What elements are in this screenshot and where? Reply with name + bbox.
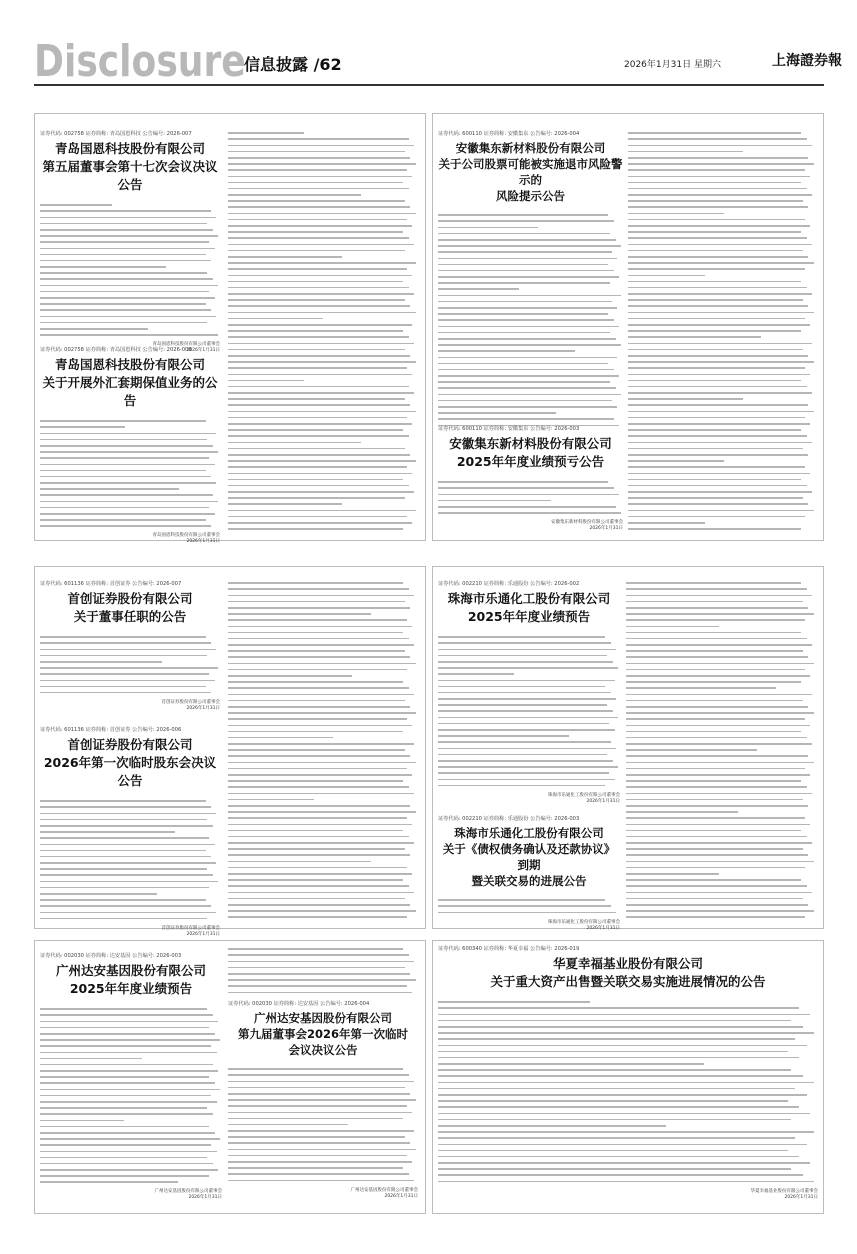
notice-jidong-risk (438, 130, 623, 420)
notice-title (40, 356, 220, 410)
notice-title-line: 关于《债权债务确认及还款协议》到期 (442, 842, 616, 872)
body-text-lines (438, 634, 620, 789)
body-text-lines (40, 798, 220, 922)
masthead (0, 0, 857, 88)
notice-title-line: 2026年第一次临时股东会决议公告 (43, 755, 217, 788)
notice-code-line: 证券代码: 002210 证券简称: 乐通股份 公告编号: 2026-003 (438, 816, 580, 822)
notice-title-line: 华夏幸福基业股份有限公司 (552, 956, 703, 971)
notice-title-line: 广州达安基因股份有限公司 (254, 1011, 392, 1025)
notice-title-line: 第五届董事会第十七次会议决议公告 (42, 159, 218, 192)
body-text-lines (438, 897, 620, 916)
notice-title (40, 590, 220, 626)
notice-jidong-loss (438, 425, 623, 535)
body-text-lines (228, 1066, 418, 1184)
notice-title-line: 关于公司股票可能被实施退市风险警示的 (438, 157, 623, 187)
notice-footer: 首创证券股份有限公司董事会 2026年1月31日 (161, 699, 220, 711)
notice-footer: 安徽集东新材料股份有限公司董事会 2026年1月31日 (551, 520, 623, 532)
notice-title-line: 青岛国恩科技股份有限公司 (54, 357, 205, 372)
notice-footer: 青岛国恩科技股份有限公司董事会 2026年1月31日 (152, 533, 220, 545)
notice-footer: 首创证券股份有限公司董事会 2026年1月31日 (161, 925, 220, 937)
body-text-lines (438, 212, 623, 429)
notice-title-line: 第九届董事会2026年第一次临时 (237, 1027, 408, 1041)
notice-code-line: 证券代码: 002030 证券简称: 达安基因 公告编号: 2026-004 (228, 1001, 370, 1007)
body-text-lines (228, 130, 418, 532)
notice-title (228, 1010, 418, 1058)
notice-code-line: 证券代码: 002758 证券简称: 青岛国恩科技 公告编号: 2026-008 (40, 347, 192, 353)
notice-title (438, 825, 620, 889)
notice-letong-forecast (438, 580, 620, 810)
notice-title (438, 590, 620, 626)
notice-title-line: 青岛国恩科技股份有限公司 (54, 141, 205, 156)
body-text-lines (626, 580, 816, 920)
notice-code-line: 证券代码: 600340 证券简称: 华夏幸福 公告编号: 2026-019 (438, 946, 580, 952)
notice-title-line: 珠海市乐通化工股份有限公司 (454, 826, 604, 840)
notice-title-line: 关于开展外汇套期保值业务的公告 (42, 375, 218, 408)
notice-footer: 青岛国恩科技股份有限公司董事会 2026年1月31日 (152, 342, 220, 354)
notice-title-line: 关于董事任职的公告 (73, 609, 187, 624)
notice-title-line: 2025年年度业绩预亏公告 (456, 454, 605, 469)
notice-footer: 华夏幸福基业股份有限公司董事会 2026年1月31日 (750, 1188, 818, 1200)
daan-body-column (228, 946, 418, 996)
notice-guoen-hedging (40, 346, 220, 545)
body-text-lines (40, 418, 220, 529)
notice-title-line: 关于重大资产出售暨关联交易实施进展情况的公告 (490, 974, 766, 989)
body-text-lines (228, 580, 418, 920)
notice-code-line: 证券代码: 002210 证券简称: 乐通股份 公告编号: 2026-002 (438, 581, 580, 587)
notice-code-line: 证券代码: 002758 证券简称: 青岛国恩科技 公告编号: 2026-007 (40, 131, 192, 137)
letong-body-column (626, 580, 816, 922)
shouchuang-body-column (228, 580, 418, 922)
notice-huaxia-asset-sale (438, 945, 818, 1208)
body-text-lines (438, 479, 623, 516)
notice-title (40, 140, 220, 194)
notice-footer: 广州达安基因股份有限公司董事会 2026年1月31日 (350, 1187, 418, 1199)
notice-footer: 广州达安基因股份有限公司董事会 2026年1月31日 (154, 1189, 222, 1201)
notice-title (40, 736, 220, 790)
body-text-lines (228, 946, 418, 996)
notice-footer: 珠海市乐通化工股份有限公司董事会 2026年1月31日 (548, 919, 620, 931)
body-text-lines (40, 634, 220, 696)
notice-title-line: 安徽集东新材料股份有限公司 (449, 436, 612, 451)
notice-daan-forecast (40, 952, 222, 1208)
body-text-lines (628, 130, 816, 532)
issue-date: 2026年1月31日 星期六 (624, 60, 721, 70)
notice-title-line: 安徽集东新材料股份有限公司 (455, 141, 606, 155)
notice-code-line: 证券代码: 600110 证券简称: 安徽集东 公告编号: 2026-003 (438, 426, 580, 432)
notice-title-line: 风险提示公告 (496, 189, 565, 203)
notice-daan-board (228, 1000, 418, 1208)
section-title: 信息披露 /62 (244, 55, 342, 74)
body-text-lines (438, 999, 818, 1185)
newspaper-logo: 上海證券報 (772, 53, 842, 69)
notice-title (438, 955, 818, 991)
body-text-lines (40, 202, 220, 338)
guoen-body-column (228, 130, 418, 534)
notice-title-line: 首创证券股份有限公司 (67, 737, 193, 752)
notice-letong-debt (438, 815, 620, 931)
notice-title (40, 962, 222, 998)
notice-title-line: 2025年年度业绩预告 (69, 981, 193, 996)
notice-title-line: 广州达安基因股份有限公司 (55, 963, 206, 978)
notice-code-line: 证券代码: 601136 证券简称: 首创证券 公告编号: 2026-007 (40, 581, 182, 587)
notice-shouchuang-director (40, 580, 220, 720)
notice-code-line: 证券代码: 601136 证券简称: 首创证券 公告编号: 2026-006 (40, 727, 182, 733)
notice-title (438, 435, 623, 471)
notice-title-line: 2025年年度业绩预告 (467, 609, 591, 624)
notice-code-line: 证券代码: 002030 证券简称: 达安基因 公告编号: 2026-003 (40, 953, 182, 959)
body-text-lines (40, 1006, 222, 1185)
masthead-rule (34, 84, 824, 86)
notice-title-line: 暨关联交易的进展公告 (471, 874, 587, 888)
notice-code-line: 证券代码: 600110 证券简称: 安徽集东 公告编号: 2026-004 (438, 131, 580, 137)
jidong-body-column (628, 130, 816, 534)
notice-shouchuang-meeting (40, 726, 220, 937)
notice-title-line: 珠海市乐通化工股份有限公司 (447, 591, 611, 606)
notice-title (438, 140, 623, 204)
notice-footer: 珠海市乐通化工股份有限公司董事会 2026年1月31日 (548, 792, 620, 804)
masthead-wordmark: Disclosure (34, 36, 246, 87)
notice-title-line: 会议决议公告 (288, 1043, 358, 1057)
notice-title-line: 首创证券股份有限公司 (67, 591, 193, 606)
